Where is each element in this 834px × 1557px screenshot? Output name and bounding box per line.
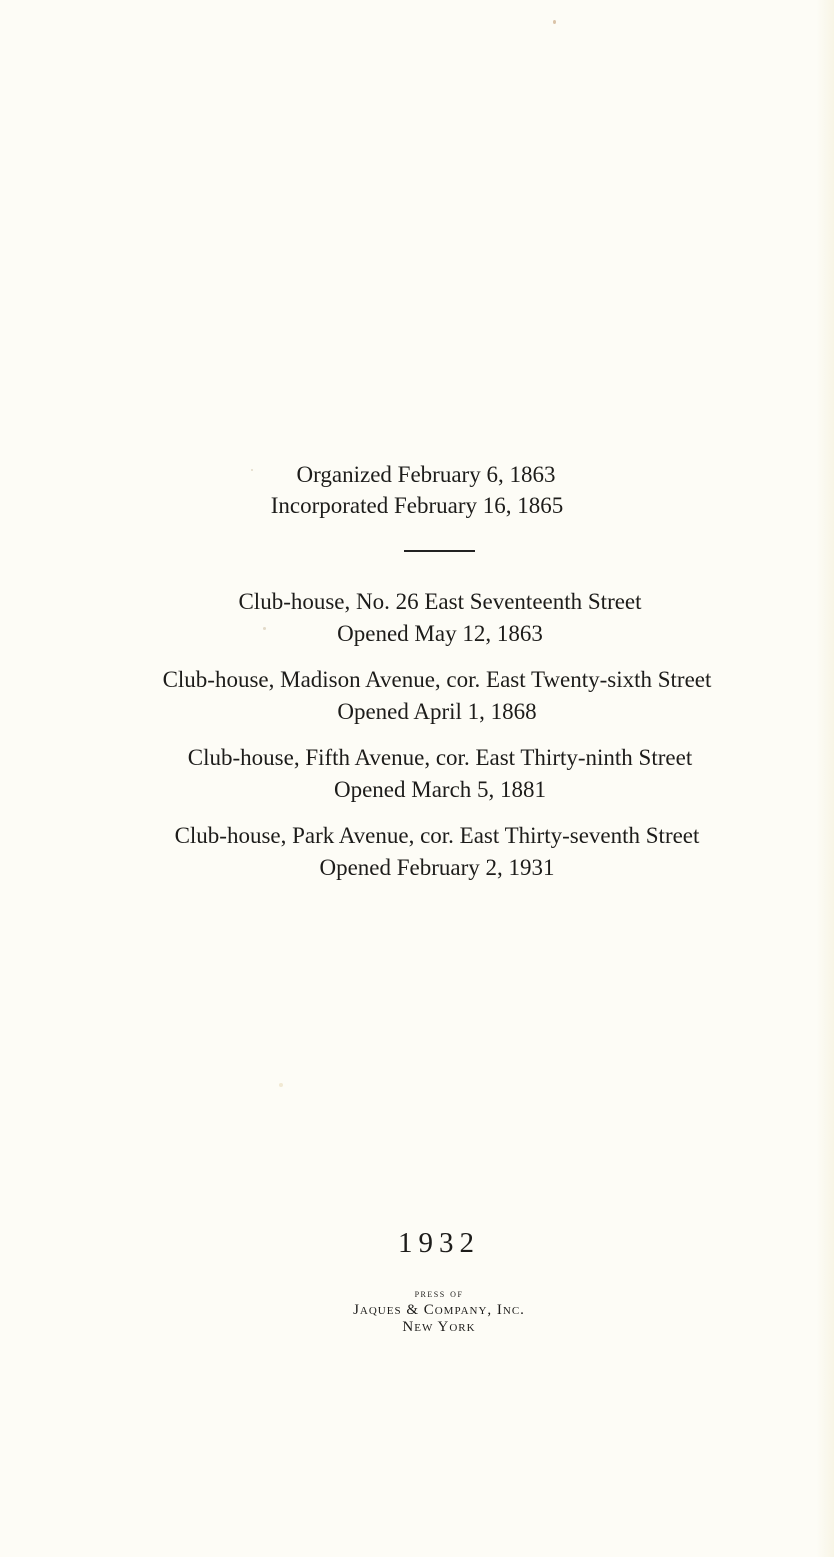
clubhouse-entry: [0, 664, 834, 728]
clubhouse-entry: [0, 742, 834, 806]
paper-speck: [553, 20, 556, 24]
printer-city: New York: [402, 1319, 476, 1335]
clubhouse-opened: Opened May 12, 1863: [337, 621, 543, 646]
organized-date: Organized February 6, 1863: [296, 462, 556, 487]
clubhouse-opened: Opened April 1, 1868: [337, 699, 537, 724]
founding-dates: [0, 459, 834, 521]
clubhouse-address: Club-house, No. 26 East Seventeenth Street: [238, 589, 642, 614]
incorporated-date: Incorporated February 16, 1865: [270, 493, 564, 518]
paper-speck: [279, 1083, 283, 1087]
clubhouse-address: Club-house, Fifth Avenue, cor. East Thirty-ninth Street: [187, 745, 693, 770]
press-of-label: press of: [414, 1286, 464, 1300]
clubhouse-entry: [0, 586, 834, 650]
printer-imprint: [0, 1285, 834, 1336]
clubhouse-entry: [0, 820, 834, 884]
divider-rule: [404, 550, 475, 552]
clubhouse-opened: Opened March 5, 1881: [333, 777, 547, 802]
publication-year: 1932: [398, 1227, 480, 1259]
clubhouse-address: Club-house, Park Avenue, cor. East Thirty-seventh Street: [174, 823, 700, 848]
clubhouse-opened: Opened February 2, 1931: [319, 855, 555, 880]
clubhouse-list: [0, 586, 834, 898]
clubhouse-address: Club-house, Madison Avenue, cor. East Twenty-sixth Street: [162, 667, 712, 692]
printer-name: Jaques & Company, Inc.: [353, 1302, 525, 1318]
